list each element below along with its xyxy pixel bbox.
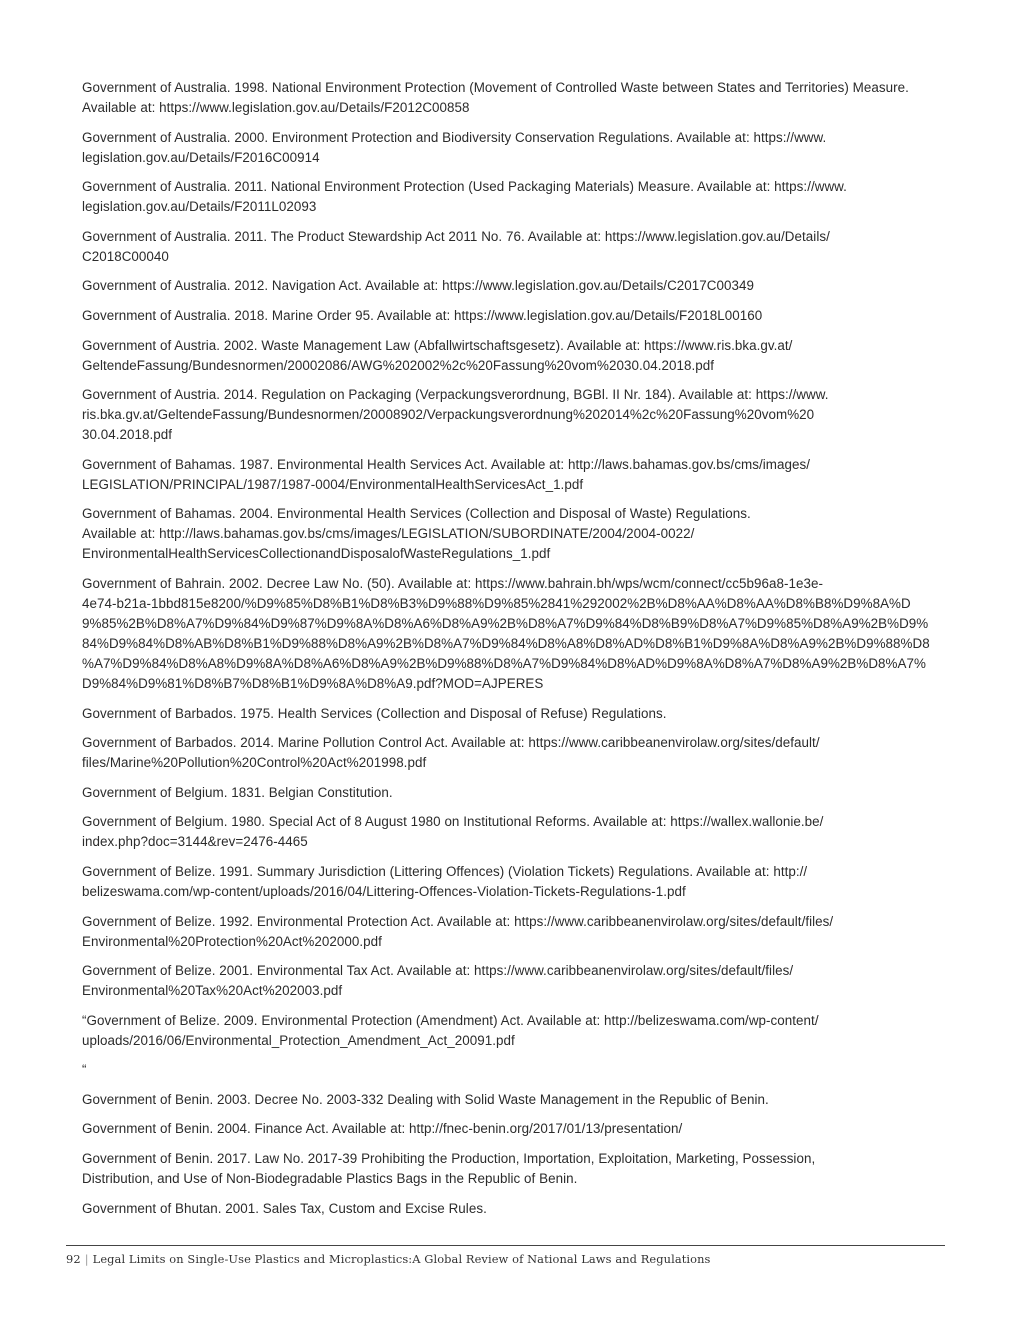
- reference-entry: Government of Barbados. 1975. Health Services (Collection and Disposal of Refuse) Regulations.: [82, 705, 667, 721]
- reference-list: [82, 78, 944, 1228]
- reference-entry: Government of Benin. 2017. Law No. 2017-39 Prohibiting the Production, Importation, Exploitation, Marketing, Possession, Distribution, and Use of Non-Biodegradable Plastics Bags in the Republic of Benin.: [82, 1151, 816, 1187]
- reference-entry: Government of Belize. 1992. Environmental Protection Act. Available at: https://www.caribbeanenvirolaw.org/sites/default/files/ Environmental%20Protection%20Act%202000.pdf: [82, 913, 834, 949]
- reference-entry: Government of Barbados. 2014. Marine Pollution Control Act. Available at: https://www.caribbeanenvirolaw.org/sites/default/ files/Marine%20Pollution%20Control%20Act%201998.pdf: [82, 735, 820, 771]
- publication-title: Legal Limits on Single-Use Plastics and Microplastics:A Global Review of National Laws and Regulations: [92, 1252, 711, 1266]
- reference-entry: Government of Austria. 2002. Waste Management Law (Abfallwirtschaftsgesetz). Available at: https://www.ris.bka.gv.at/ GeltendeFassung/Bundesnormen/20002086/AWG%202002%2c%20Fassung%20vom%2030.04.2018.pdf: [82, 337, 793, 373]
- reference-entry: Government of Belize. 2001. Environmental Tax Act. Available at: https://www.caribbeanenvirolaw.org/sites/default/files/ Environmental%20Tax%20Act%202003.pdf: [82, 963, 794, 999]
- stray-quote-mark: “: [82, 1062, 87, 1078]
- reference-entry: Government of Australia. 2011. National Environment Protection (Used Packaging Materials) Measure. Available at: https://www. legislation.gov.au/Details/F2011L02093: [82, 179, 847, 215]
- reference-entry: Government of Bahrain. 2002. Decree Law No. (50). Available at: https://www.bahrain.bh/wps/wcm/connect/cc5b96a8-1e3e- 4e74-b21a-1bbd815e8200/%D9%85%D8%B1%D8%B3%D9%88%D9%85%2841%292002%2B%D8%AA%D8%AA%D8%B8%D9%8A%D 9%85%2B%D8%A7%D9%84%D9%87%D9%8A%D8%A6%D8%A9%2B%D8%A7%D9%84%D8%B9%D8%A7%D9%85%D8%A9%2B%D9% 84%D9%84%D8%AB%D8%B1%D9%88%D8%A9%2B%D8%A7%D9%84%D8%A8%D8%AD%D8%B1%D9%8A%D8%A9%2B%D9%88%D8 %A7%D9%84%D8%A8%D9%8A%D8%A6%D8%A9%2B%D9%88%D8%A7%D9%84%D8%AD%D9%8A%D8%A7%D8%A9%2B%D8%A7% D9%84%D9%81%D8%B7%D8%B1%D9%8A%D8%A9.pdf?MOD=AJPERES: [82, 575, 930, 691]
- reference-entry: Government of Benin. 2003. Decree No. 2003-332 Dealing with Solid Waste Management in the Republic of Benin.: [82, 1091, 769, 1107]
- reference-entry: Government of Australia. 2011. The Product Stewardship Act 2011 No. 76. Available at: https://www.legislation.gov.au/Details/ C2018C00040: [82, 228, 830, 264]
- reference-entry: Government of Belgium. 1980. Special Act of 8 August 1980 on Institutional Reforms. Available at: https://wallex.wallonie.be/ index.php?doc=3144&rev=2476-4465: [82, 814, 824, 850]
- reference-entry: Government of Bahamas. 2004. Environmental Health Services (Collection and Disposal of Waste) Regulations. Available at: http://laws.bahamas.gov.bs/cms/images/LEGISLATION/SUBORDINATE/2004/2004-0022/ EnvironmentalHealthServicesCollectionandDisposalofWasteRegulations_1.pdf: [82, 506, 751, 562]
- reference-entry: “Government of Belize. 2009. Environmental Protection (Amendment) Act. Available at: http://belizeswama.com/wp-content/ uploads/2016/06/Environmental_Protection_Amendment_Act_20091.pdf: [82, 1012, 819, 1048]
- reference-entry: Government of Australia. 1998. National Environment Protection (Movement of Controlled Waste between States and Territories) Measure. Available at: https://www.legislation.gov.au/Details/F2012C00858: [82, 80, 909, 115]
- page-number: 92: [66, 1252, 81, 1266]
- page-footer: [66, 1245, 945, 1266]
- reference-entry: Government of Australia. 2012. Navigation Act. Available at: https://www.legislation.gov.au/Details/C2017C00349: [82, 278, 754, 294]
- reference-entry: Government of Austria. 2014. Regulation on Packaging (Verpackungsverordnung, BGBl. II Nr. 184). Available at: https://www. ris.bka.gv.at/GeltendeFassung/Bundesnormen/20008902/Verpackungsverordnung%202014%2c%20Fassung%20vom%20 30.04.2018.pdf: [82, 387, 829, 443]
- reference-entry: Government of Belize. 1991. Summary Jurisdiction (Littering Offences) (Violation Tickets) Regulations. Available at: http:// belizeswama.com/wp-content/uploads/2016/04/Littering-Offences-Violation-Tickets-Regulations-1.pdf: [82, 863, 808, 899]
- reference-entry: Government of Australia. 2000. Environment Protection and Biodiversity Conservation Regulations. Available at: https://www. legislation.gov.au/Details/F2016C00914: [82, 129, 827, 165]
- reference-entry: Government of Bhutan. 2001. Sales Tax, Custom and Excise Rules.: [82, 1200, 487, 1216]
- reference-entry: Government of Benin. 2004. Finance Act. Available at: http://fnec-benin.org/2017/01/13/presentation/: [82, 1121, 683, 1137]
- reference-entry: Government of Australia. 2018. Marine Order 95. Available at: https://www.legislation.gov.au/Details/F2018L00160: [82, 307, 763, 323]
- reference-entry: Government of Bahamas. 1987. Environmental Health Services Act. Available at: http://laws.bahamas.gov.bs/cms/images/ LEGISLATION/PRINCIPAL/1987/1987-0004/EnvironmentalHealthServicesAct_1.pdf: [82, 456, 811, 492]
- reference-entry: Government of Belgium. 1831. Belgian Constitution.: [82, 784, 393, 800]
- footer-separator: |: [84, 1252, 89, 1266]
